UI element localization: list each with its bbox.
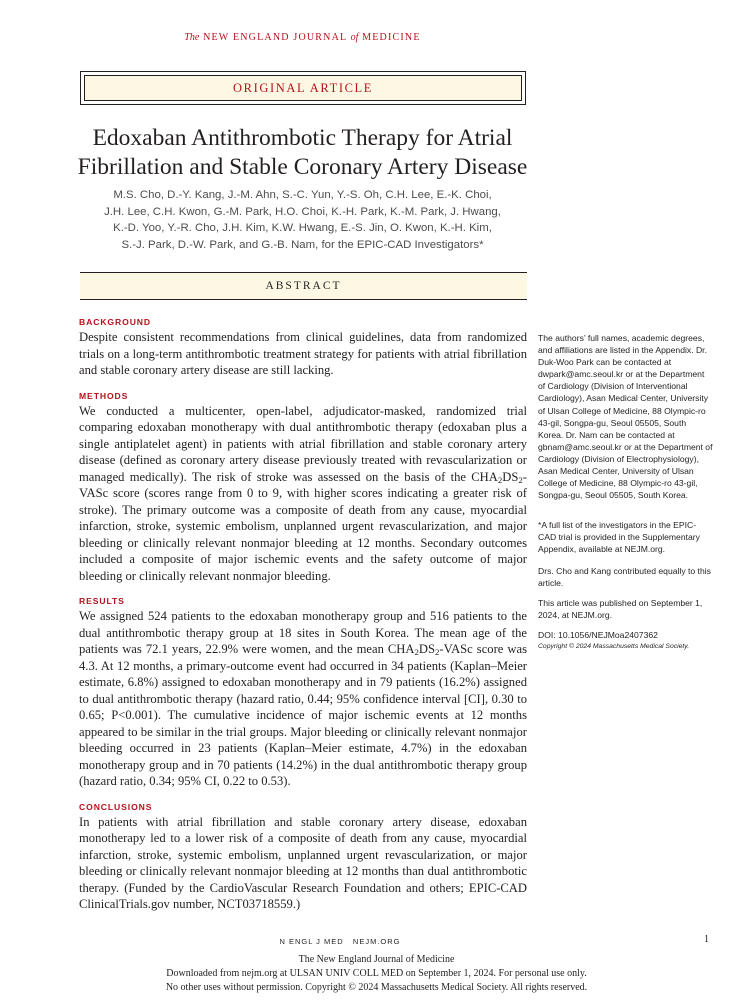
author-list [60,187,545,253]
sidebar-equal-contribution [538,565,713,589]
author-line: J.H. Lee, C.H. Kwon, G.-M. Park, H.O. Choi, K.-H. Park, K.-M. Park, J. Hwang, [104,205,501,218]
sidebar-investigators [538,519,713,555]
copyright-text: Copyright © 2024 Massachusetts Medical Society. [538,643,690,651]
abstract-body [79,317,527,925]
footer-journal-short: N ENGL J MED NEJM.ORG [279,937,401,946]
conclusions-heading: CONCLUSIONS [79,801,153,812]
affiliations-note: The authors’ full names, academic degrees, and affiliations are listed in the Appendix. Dr. Duk-Woo Park can be contacted at dwpark@amc.seoul.kr or at the Department of Cardiology (Division of Interventional Cardiology), Asan Medical Center, University of Ulsan College of Medicine, 88 Olympic-ro 43-gil, Songpa-gu, Seoul 05505, South Korea. Dr. Nam can be contacted at gbnam@amc.seoul.kr or at the Department of Cardiology (Division of Electrophysiology), Asan Medical Center, University of Ulsan College of Medicine, 88 Olympic-ro 43-gil, Songpa-gu, Seoul 05505, South Korea. [538,333,713,501]
journal-header [0,32,605,43]
journal-name-1: NEW ENGLAND JOURNAL [203,32,347,43]
author-line: S.-J. Park, D.-W. Park, and G.-B. Nam, for the EPIC-CAD Investigators* [121,238,484,251]
equal-contribution-note: Drs. Cho and Kang contributed equally to this article. [538,566,711,589]
investigators-note: *A full list of the investigators in the EPIC-CAD trial is provided in the Supplementary Appendix, available at NEJM.org. [538,520,700,555]
results-text: We assigned 524 patients to the edoxaban monotherapy group and 516 patients to the dual antithrombotic therapy group at 18 sites in South Korea. The mean age of the patients was 72.1 years, 22.9% were women, and the mean $CHA_2DS_2$-VASc score was 4.3. At 12 months, a primary-outcome event had occurred in 34 patients (Kaplan–Meier estimate, 6.8%) assigned to edoxaban monotherapy and in 79 patients (16.2%) assigned to dual antithrombotic therapy (hazard ratio, 0.44; 95% confidence interval [CI], 0.30 to 0.65; P<0.001). The cumulative incidence of major ischemic events at 12 months appeared to be similar in the trial groups. Major bleeding or clinically relevant nonmajor bleeding occurred in 23 patients (Kaplan–Meier estimate, 4.7%) in the edoxaban monotherapy group and in 70 patients (14.2%) in the dual antithrombotic therapy group (hazard ratio, 0.34; 95% CI, 0.22 to 0.53). [79,609,527,788]
conclusions-text: In patients with atrial fibrillation and stable coronary artery disease, edoxaban monotherapy led to a lower risk of a composite of death from any cause, myocardial infarction, stroke, systemic embolism, unplanned urgent revascularization, or major bleeding or clinically relevant nonmajor bleeding at 12 months than dual antithrombotic therapy. (Funded by the CardioVascular Research Foundation and others; EPIC-CAD ClinicalTrials.gov number, NCT03718559.) [79,814,527,911]
methods-text: We conducted a multicenter, open-label, adjudicator-masked, randomized trial comparing edoxaban monotherapy with dual antithrombotic therapy (edoxaban plus a single antiplatelet agent) in patients with atrial fibrillation and stable coronary artery disease (defined as coronary artery disease previously treated with revascularization or managed medically). The risk of stroke was assessed on the basis of the $CHA_2DS_2$-VASc score (scores range from 0 to 9, with higher scores indicating a greater risk of stroke). The primary outcome was a composite of death from any cause, myocardial infarction, stroke, systemic embolism, unplanned urgent revascularization, and major bleeding or clinically relevant nonmajor bleeding at 12 months. Secondary outcomes included a composite of major ischemic events and the safety outcome of major bleeding or clinically relevant nonmajor bleeding. [79,403,527,583]
footer-download-line: Downloaded from nejm.org at ULSAN UNIV COLL MED on September 1, 2024. For personal use only. [166,967,587,979]
author-line: K.-D. Yoo, Y.-R. Cho, J.H. Kim, K.W. Hwang, E.-S. Jin, O. Kwon, K.-H. Kim, [113,222,492,235]
background-heading: BACKGROUND [79,317,152,327]
article-type-box [80,71,526,105]
footer-rights-line: No other uses without permission. Copyright © 2024 Massachusetts Medical Society. All rights reserved. [165,981,588,993]
footer-journal-line: The New England Journal of Medicine [298,954,455,965]
page-number: 1 [704,934,709,945]
sidebar-published [538,597,713,621]
results-heading: RESULTS [79,596,125,606]
article-title [60,124,545,182]
journal-of: of [350,32,359,43]
title-line-1: Edoxaban Antithrombotic Therapy for Atrial [92,125,513,151]
methods-heading: METHODS [79,390,129,401]
sidebar-affiliations [538,332,713,501]
author-line: M.S. Cho, D.-Y. Kang, J.-M. Ahn, S.-C. Yun, Y.-S. Oh, C.H. Lee, E.-K. Choi, [113,189,492,201]
sidebar-doi [538,629,713,653]
journal-name-2: MEDICINE [362,32,421,43]
doi-text: DOI: 10.1056/NEJMoa2407362 [538,630,658,640]
published-note: This article was published on September 1, 2024, at NEJM.org. [538,598,703,621]
article-type-label: ORIGINAL ARTICLE [84,75,522,101]
download-footer [0,953,753,994]
abstract-heading: ABSTRACT [80,272,527,300]
journal-prefix: The [184,32,200,43]
background-text: Despite consistent recommendations from clinical guidelines, data from randomized trials on a long-term antithrombotic treatment strategy for patients with atrial fibrillation and stable coronary artery disease are still lacking. [79,330,527,377]
title-line-2: Fibrillation and Stable Coronary Artery Disease [77,154,528,180]
